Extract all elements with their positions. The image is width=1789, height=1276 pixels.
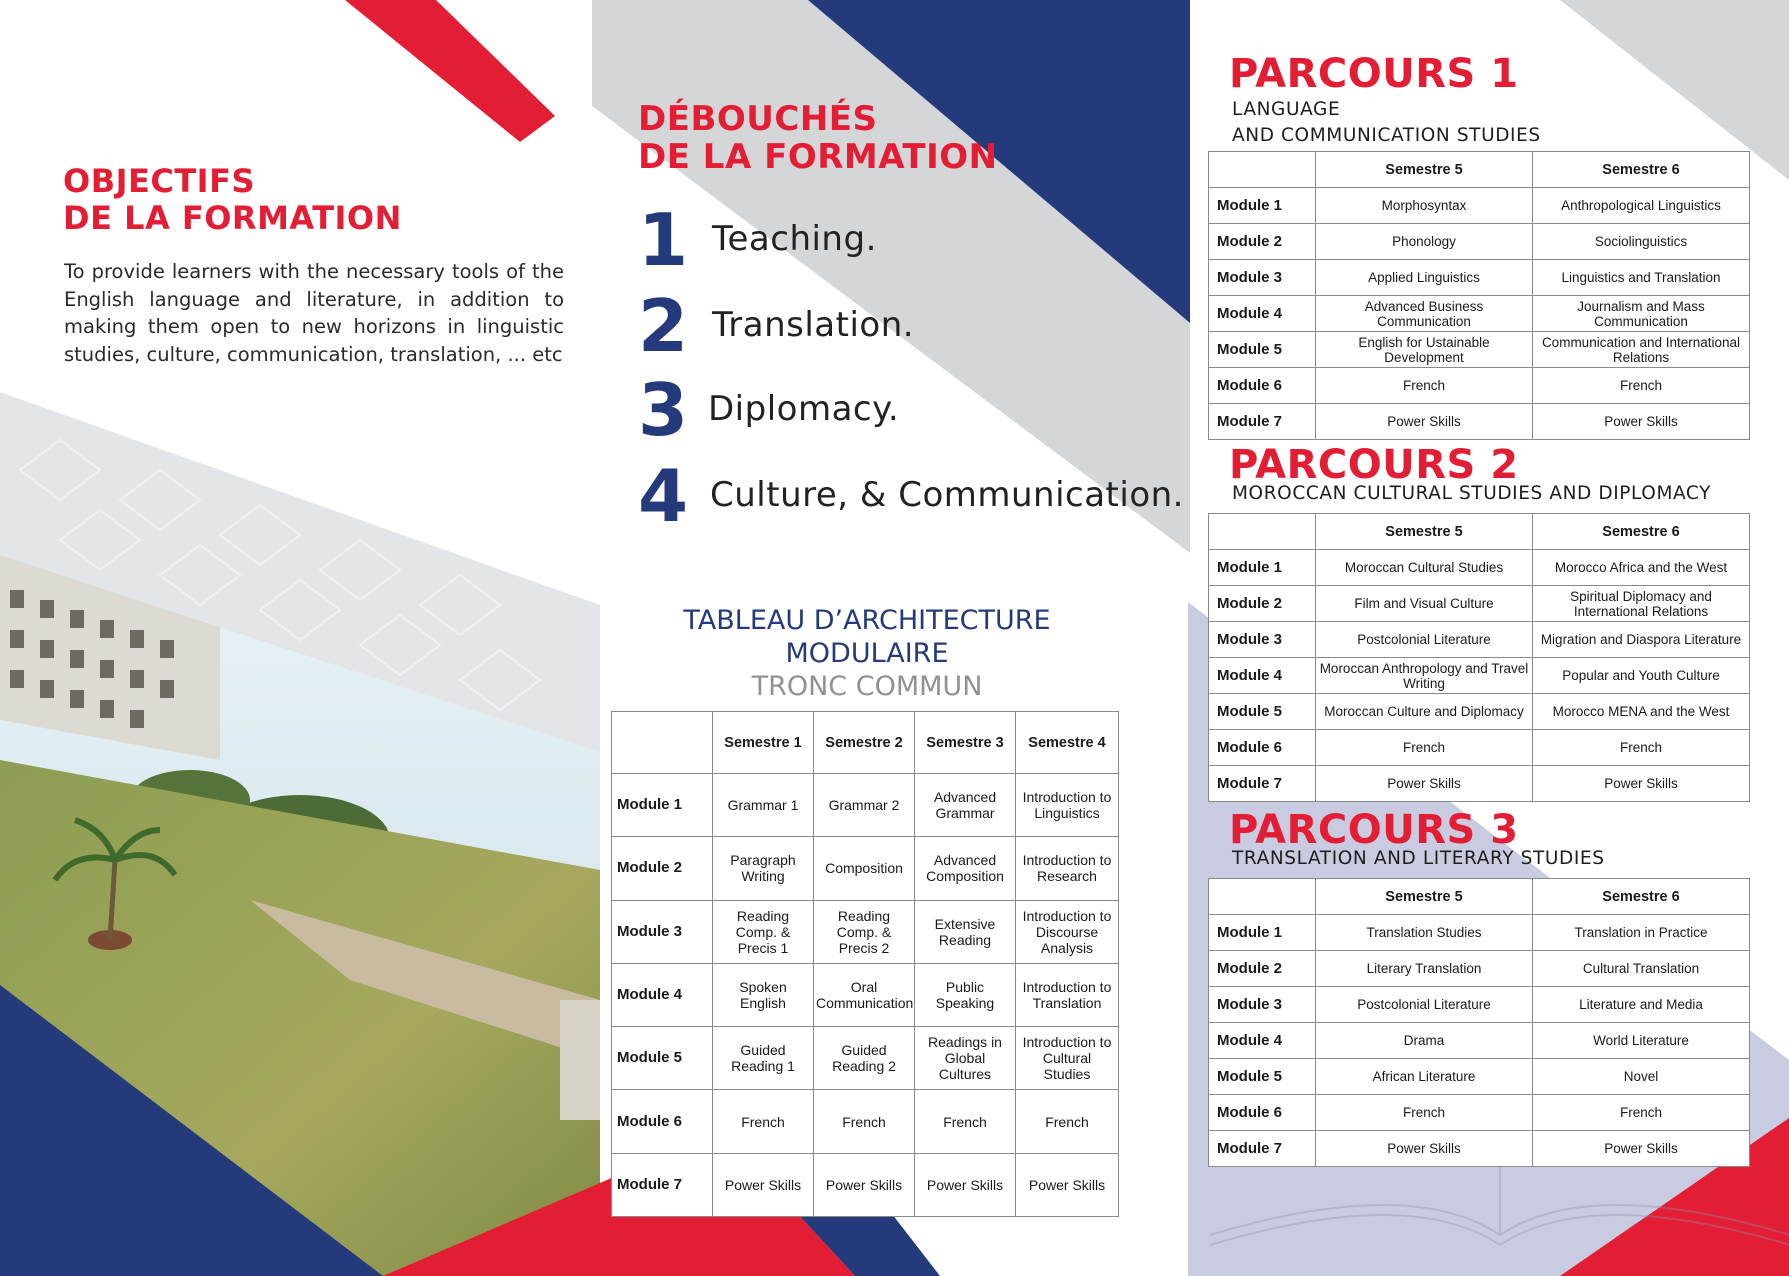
module-cell: Moroccan Anthropology and Travel Writing <box>1316 658 1533 694</box>
module-cell: Migration and Diaspora Literature <box>1533 622 1750 658</box>
table-header-row <box>612 712 1119 774</box>
table-row <box>1209 224 1750 260</box>
common-core-table <box>611 711 1119 1217</box>
module-cell: Public Speaking <box>915 963 1016 1026</box>
module-cell: Postcolonial Literature <box>1316 622 1533 658</box>
table-row <box>1209 694 1750 730</box>
module-label: Module 6 <box>1209 730 1316 766</box>
module-cell: Grammar 2 <box>814 774 915 837</box>
module-label: Module 2 <box>1209 951 1316 987</box>
module-label: Module 4 <box>1209 296 1316 332</box>
module-cell: Power Skills <box>1316 766 1533 802</box>
module-label: Module 1 <box>1209 188 1316 224</box>
outlet-label: Diplomacy. <box>708 389 900 429</box>
module-label: Module 6 <box>1209 1095 1316 1131</box>
module-cell: Reading Comp. & Precis 2 <box>814 900 915 963</box>
parcours-1-title: PARCOURS 1 <box>1229 51 1519 97</box>
module-cell: French <box>1316 730 1533 766</box>
module-label: Module 7 <box>1209 404 1316 440</box>
module-label: Module 3 <box>612 900 713 963</box>
common-core-title <box>612 604 1122 703</box>
module-label: Module 1 <box>612 774 713 837</box>
module-cell: Anthropological Linguistics <box>1533 188 1750 224</box>
parcours-2-subtitle: MOROCCAN CULTURAL STUDIES AND DIPLOMACY <box>1232 483 1712 504</box>
outlet-number: 1 <box>638 198 689 282</box>
module-label: Module 5 <box>612 1027 713 1090</box>
table-row <box>1209 188 1750 224</box>
common-core-title-line3: TRONC COMMUN <box>751 671 983 702</box>
table-header-row <box>1209 514 1750 550</box>
module-cell: Spoken English <box>713 963 814 1026</box>
table-row <box>612 1090 1119 1153</box>
semester-header: Semestre 6 <box>1533 514 1750 550</box>
module-label: Module 5 <box>1209 1059 1316 1095</box>
module-label: Module 3 <box>1209 260 1316 296</box>
header-cell-empty <box>1209 152 1316 188</box>
table-row <box>612 900 1119 963</box>
common-core-title-line2: MODULAIRE <box>785 638 949 669</box>
semester-header: Semestre 4 <box>1016 712 1119 774</box>
module-label: Module 7 <box>1209 1131 1316 1167</box>
table-row <box>1209 404 1750 440</box>
table-row <box>612 774 1119 837</box>
table-row <box>612 1153 1119 1216</box>
semester-header: Semestre 3 <box>915 712 1016 774</box>
module-cell: Morphosyntax <box>1316 188 1533 224</box>
objectives-text: To provide learners with the necessary tools of the English language and literature, in addition to making them open to new horizons in linguistic studies, culture, communication, translation, ... etc <box>64 260 564 366</box>
table-row <box>1209 332 1750 368</box>
table-row <box>1209 1023 1750 1059</box>
semester-header: Semestre 5 <box>1316 152 1533 188</box>
module-cell: Power Skills <box>1533 1131 1750 1167</box>
table-header-row <box>1209 879 1750 915</box>
module-cell: Paragraph Writing <box>713 837 814 900</box>
module-cell: Extensive Reading <box>915 900 1016 963</box>
module-cell: Translation Studies <box>1316 915 1533 951</box>
outlet-item <box>638 370 1178 450</box>
table-row <box>612 1027 1119 1090</box>
table-row <box>1209 987 1750 1023</box>
module-label: Module 2 <box>1209 224 1316 260</box>
module-label: Module 1 <box>1209 915 1316 951</box>
module-label: Module 3 <box>1209 622 1316 658</box>
module-cell: Communication and International Relations <box>1533 332 1750 368</box>
module-cell: Introduction to Linguistics <box>1016 774 1119 837</box>
table-row <box>1209 260 1750 296</box>
outlet-label: Translation. <box>712 305 915 345</box>
module-label: Module 7 <box>612 1153 713 1216</box>
module-cell: Introduction to Cultural Studies <box>1016 1027 1119 1090</box>
module-cell: African Literature <box>1316 1059 1533 1095</box>
module-cell: Reading Comp. & Precis 1 <box>713 900 814 963</box>
module-cell: Power Skills <box>1316 404 1533 440</box>
module-cell: Power Skills <box>814 1153 915 1216</box>
outlets-title <box>638 100 998 176</box>
module-cell: Journalism and Mass Communication <box>1533 296 1750 332</box>
parcours-1-table <box>1208 151 1750 440</box>
header-cell-empty <box>1209 514 1316 550</box>
outlet-label: Teaching. <box>712 219 877 259</box>
table-row <box>1209 1131 1750 1167</box>
module-cell: English for Ustainable Development <box>1316 332 1533 368</box>
module-cell: French <box>1533 730 1750 766</box>
common-core-title-line1: TABLEAU D’ARCHITECTURE <box>683 605 1051 636</box>
outlet-label: Culture, & Communication. <box>710 475 1184 515</box>
parcours-3-table <box>1208 878 1750 1167</box>
objectives-title-line1: OBJECTIFS <box>63 162 255 200</box>
module-cell: Guided Reading 2 <box>814 1027 915 1090</box>
module-cell: Spiritual Diplomacy and International Relations <box>1533 586 1750 622</box>
red-stripe-top-left <box>345 0 555 142</box>
table-row <box>1209 368 1750 404</box>
table-row <box>1209 622 1750 658</box>
module-cell: Literature and Media <box>1533 987 1750 1023</box>
module-cell: French <box>1316 368 1533 404</box>
table-row <box>1209 658 1750 694</box>
parcours-2-title: PARCOURS 2 <box>1229 442 1519 488</box>
module-cell: Grammar 1 <box>713 774 814 837</box>
module-cell: Composition <box>814 837 915 900</box>
module-cell: Translation in Practice <box>1533 915 1750 951</box>
module-cell: Drama <box>1316 1023 1533 1059</box>
table-row <box>1209 766 1750 802</box>
module-cell: Power Skills <box>713 1153 814 1216</box>
module-label: Module 3 <box>1209 987 1316 1023</box>
outlets-title-line2: DE LA FORMATION <box>638 137 998 177</box>
module-cell: Advanced Composition <box>915 837 1016 900</box>
table-header-row <box>1209 152 1750 188</box>
parcours-1-subtitle <box>1232 97 1541 149</box>
module-cell: French <box>1316 1095 1533 1131</box>
module-cell: Sociolinguistics <box>1533 224 1750 260</box>
parcours-2-table <box>1208 513 1750 802</box>
outlet-number: 3 <box>638 368 689 452</box>
semester-header: Semestre 5 <box>1316 514 1533 550</box>
module-label: Module 4 <box>1209 658 1316 694</box>
outlet-number: 4 <box>638 454 689 538</box>
module-cell: Cultural Translation <box>1533 951 1750 987</box>
outlet-item <box>638 454 1184 538</box>
module-cell: French <box>814 1090 915 1153</box>
outlet-number: 2 <box>638 284 689 368</box>
table-row <box>612 837 1119 900</box>
table-row <box>1209 550 1750 586</box>
semester-header: Semestre 1 <box>713 712 814 774</box>
table-row <box>1209 1059 1750 1095</box>
module-cell: Guided Reading 1 <box>713 1027 814 1090</box>
module-label: Module 6 <box>1209 368 1316 404</box>
module-cell: French <box>915 1090 1016 1153</box>
semester-header: Semestre 6 <box>1533 152 1750 188</box>
module-label: Module 5 <box>1209 694 1316 730</box>
module-cell: Phonology <box>1316 224 1533 260</box>
module-cell: French <box>1533 368 1750 404</box>
module-label: Module 4 <box>1209 1023 1316 1059</box>
outlet-item <box>638 286 1178 366</box>
module-cell: Moroccan Cultural Studies <box>1316 550 1533 586</box>
parcours-1-subtitle-line1: LANGUAGE <box>1232 99 1341 120</box>
header-cell-empty <box>612 712 713 774</box>
module-label: Module 1 <box>1209 550 1316 586</box>
table-row <box>1209 915 1750 951</box>
module-cell: Literary Translation <box>1316 951 1533 987</box>
module-label: Module 5 <box>1209 332 1316 368</box>
table-row <box>1209 951 1750 987</box>
module-cell: Power Skills <box>1533 766 1750 802</box>
outlet-item <box>638 200 1178 280</box>
semester-header: Semestre 5 <box>1316 879 1533 915</box>
module-cell: Morocco MENA and the West <box>1533 694 1750 730</box>
table-row <box>1209 586 1750 622</box>
module-cell: Film and Visual Culture <box>1316 586 1533 622</box>
module-cell: Novel <box>1533 1059 1750 1095</box>
module-label: Module 2 <box>612 837 713 900</box>
outlets-title-line1: DÉBOUCHÉS <box>638 99 878 139</box>
table-row <box>1209 730 1750 766</box>
module-label: Module 6 <box>612 1090 713 1153</box>
module-cell: Introduction to Translation <box>1016 963 1119 1026</box>
header-cell-empty <box>1209 879 1316 915</box>
table-row <box>612 963 1119 1026</box>
semester-header: Semestre 2 <box>814 712 915 774</box>
module-cell: Power Skills <box>1533 404 1750 440</box>
parcours-3-title: PARCOURS 3 <box>1229 807 1519 853</box>
table-row <box>1209 1095 1750 1131</box>
module-cell: Power Skills <box>1016 1153 1119 1216</box>
module-cell: Linguistics and Translation <box>1533 260 1750 296</box>
module-cell: Readings in Global Cultures <box>915 1027 1016 1090</box>
module-cell: Introduction to Research <box>1016 837 1119 900</box>
module-cell: Introduction to Discourse Analysis <box>1016 900 1119 963</box>
module-cell: Postcolonial Literature <box>1316 987 1533 1023</box>
table-row <box>1209 296 1750 332</box>
module-label: Module 7 <box>1209 766 1316 802</box>
semester-header: Semestre 6 <box>1533 879 1750 915</box>
module-cell: Power Skills <box>1316 1131 1533 1167</box>
parcours-1-subtitle-line2: AND COMMUNICATION STUDIES <box>1232 125 1541 146</box>
parcours-3-subtitle: TRANSLATION AND LITERARY STUDIES <box>1232 848 1605 869</box>
objectives-title-line2: DE LA FORMATION <box>63 199 402 237</box>
module-cell: French <box>1533 1095 1750 1131</box>
module-cell: French <box>1016 1090 1119 1153</box>
module-cell: Morocco Africa and the West <box>1533 550 1750 586</box>
module-cell: Applied Linguistics <box>1316 260 1533 296</box>
module-cell: Power Skills <box>915 1153 1016 1216</box>
module-cell: Moroccan Culture and Diplomacy <box>1316 694 1533 730</box>
module-cell: World Literature <box>1533 1023 1750 1059</box>
module-cell: Popular and Youth Culture <box>1533 658 1750 694</box>
module-label: Module 2 <box>1209 586 1316 622</box>
module-cell: French <box>713 1090 814 1153</box>
module-cell: Advanced Grammar <box>915 774 1016 837</box>
module-cell: Oral Communication <box>814 963 915 1026</box>
module-label: Module 4 <box>612 963 713 1026</box>
module-cell: Advanced Business Communication <box>1316 296 1533 332</box>
objectives-title <box>63 163 402 237</box>
